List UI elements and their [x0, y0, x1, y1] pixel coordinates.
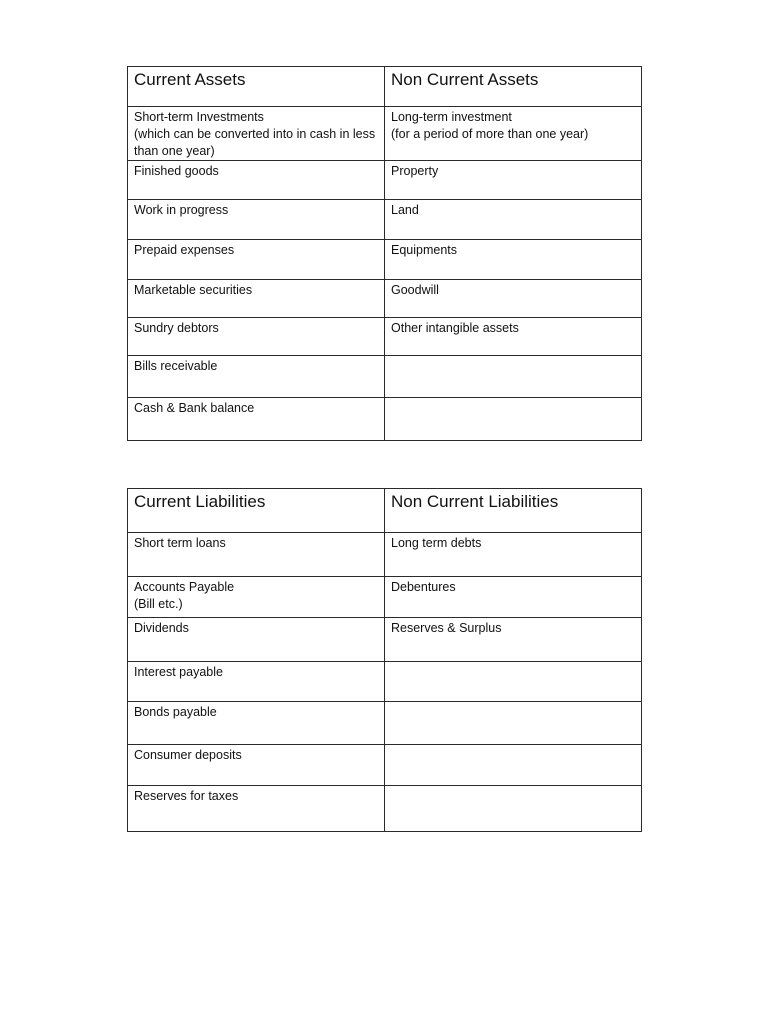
current-liabilities-cell: Dividends	[128, 618, 385, 662]
non-current-assets-cell: Long-term investment (for a period of more than one year)	[385, 107, 642, 161]
non-current-assets-cell	[385, 356, 642, 398]
table-row	[128, 702, 642, 745]
table-row	[128, 398, 642, 441]
table-row	[128, 745, 642, 786]
table-row	[128, 200, 642, 240]
assets-table	[127, 66, 642, 441]
table-row	[128, 786, 642, 832]
current-liabilities-cell: Consumer deposits	[128, 745, 385, 786]
non-current-assets-cell	[385, 398, 642, 441]
current-assets-cell: Bills receivable	[128, 356, 385, 398]
table-row	[128, 280, 642, 318]
non-current-liabilities-cell	[385, 786, 642, 832]
current-assets-header: Current Assets	[128, 67, 385, 107]
non-current-liabilities-header: Non Current Liabilities	[385, 489, 642, 533]
non-current-assets-cell: Property	[385, 161, 642, 200]
non-current-liabilities-cell: Reserves & Surplus	[385, 618, 642, 662]
current-liabilities-cell: Interest payable	[128, 662, 385, 702]
assets-header-row	[128, 67, 642, 107]
current-assets-cell: Short-term Investments (which can be converted into in cash in less than one year)	[128, 107, 385, 161]
non-current-liabilities-cell: Long term debts	[385, 533, 642, 577]
non-current-liabilities-cell: Debentures	[385, 577, 642, 618]
liabilities-table	[127, 488, 642, 832]
table-row	[128, 356, 642, 398]
table-row	[128, 318, 642, 356]
current-assets-cell: Prepaid expenses	[128, 240, 385, 280]
non-current-liabilities-cell	[385, 702, 642, 745]
current-liabilities-cell: Short term loans	[128, 533, 385, 577]
non-current-assets-header: Non Current Assets	[385, 67, 642, 107]
current-liabilities-header: Current Liabilities	[128, 489, 385, 533]
current-assets-cell: Sundry debtors	[128, 318, 385, 356]
liabilities-header-row	[128, 489, 642, 533]
assets-table-body	[128, 67, 642, 441]
non-current-liabilities-cell	[385, 662, 642, 702]
table-row	[128, 161, 642, 200]
non-current-assets-cell: Other intangible assets	[385, 318, 642, 356]
current-liabilities-cell: Bonds payable	[128, 702, 385, 745]
table-row	[128, 107, 642, 161]
current-assets-cell: Work in progress	[128, 200, 385, 240]
current-assets-cell: Finished goods	[128, 161, 385, 200]
current-liabilities-cell: Accounts Payable (Bill etc.)	[128, 577, 385, 618]
non-current-assets-cell: Goodwill	[385, 280, 642, 318]
table-row	[128, 533, 642, 577]
table-row	[128, 577, 642, 618]
table-row	[128, 240, 642, 280]
table-row	[128, 662, 642, 702]
non-current-assets-cell: Equipments	[385, 240, 642, 280]
current-assets-cell: Marketable securities	[128, 280, 385, 318]
current-liabilities-cell: Reserves for taxes	[128, 786, 385, 832]
current-assets-cell: Cash & Bank balance	[128, 398, 385, 441]
table-row	[128, 618, 642, 662]
liabilities-table-body	[128, 489, 642, 832]
non-current-assets-cell: Land	[385, 200, 642, 240]
non-current-liabilities-cell	[385, 745, 642, 786]
